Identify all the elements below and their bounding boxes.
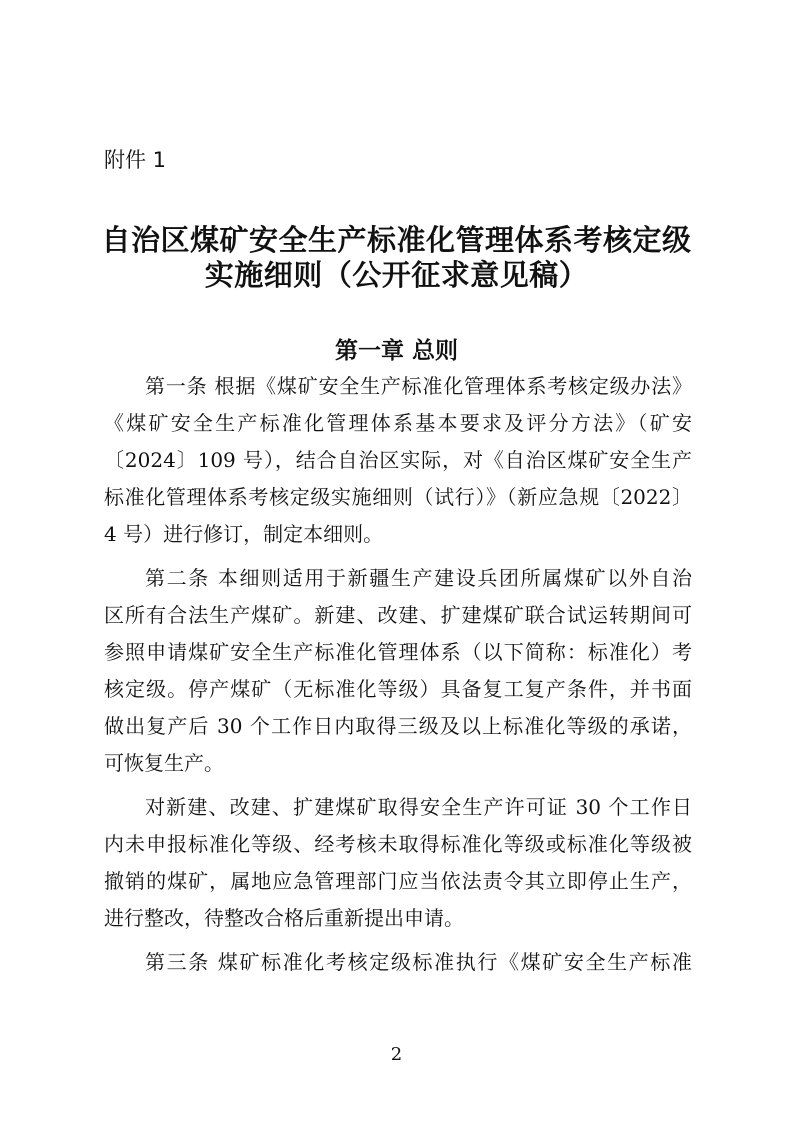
document-title-line-2: 实施细则（公开征求意见稿） bbox=[204, 258, 589, 292]
paragraph-3-line-1: 对新建、改建、扩建煤矿取得安全生产许可证 30 个工作日 bbox=[145, 795, 692, 819]
paragraph-3-line-2: 内未申报标准化等级、经考核未取得标准化等级或标准化等级被 bbox=[104, 832, 692, 856]
article-2-line-3: 参照申请煤矿安全生产标准化管理体系（以下简称：标准化）考 bbox=[104, 640, 692, 664]
article-2-line-6: 可恢复生产。 bbox=[104, 751, 224, 775]
article-1-line-4: 标准化管理体系考核定级实施细则（试行）》（新应急规〔2022〕 bbox=[104, 485, 692, 509]
page-number: 2 bbox=[390, 1044, 403, 1065]
document-title-line-1: 自治区煤矿安全生产标准化管理体系考核定级 bbox=[101, 223, 692, 257]
paragraph-3-line-3: 撤销的煤矿，属地应急管理部门应当依法责令其立即停止生产， bbox=[104, 869, 692, 893]
article-1-line-2: 《煤矿安全生产标准化管理体系基本要求及评分方法》（矿安 bbox=[104, 411, 692, 435]
paragraph-3-line-4: 进行整改，待整改合格后重新提出申请。 bbox=[104, 906, 464, 930]
article-2-line-1: 第二条 本细则适用于新疆生产建设兵团所属煤矿以外自治 bbox=[145, 566, 692, 590]
article-2-line-5: 做出复产后 30 个工作日内取得三级及以上标准化等级的承诺， bbox=[104, 714, 692, 738]
article-3-line-1: 第三条 煤矿标准化考核定级标准执行《煤矿安全生产标准 bbox=[145, 950, 692, 974]
chapter-heading: 第一章 总则 bbox=[334, 338, 458, 364]
article-2-line-4: 核定级。停产煤矿（无标准化等级）具备复工复产条件，并书面 bbox=[104, 677, 692, 701]
article-2-line-2: 区所有合法生产煤矿。新建、改建、扩建煤矿联合试运转期间可 bbox=[104, 603, 692, 627]
attachment-label: 附件 1 bbox=[104, 148, 167, 172]
article-1-line-3: 〔2024〕109 号），结合自治区实际，对《自治区煤矿安全生产 bbox=[104, 448, 692, 472]
article-1-line-1: 第一条 根据《煤矿安全生产标准化管理体系考核定级办法》 bbox=[145, 374, 692, 398]
article-1-line-5: 4 号）进行修订，制定本细则。 bbox=[104, 522, 384, 546]
